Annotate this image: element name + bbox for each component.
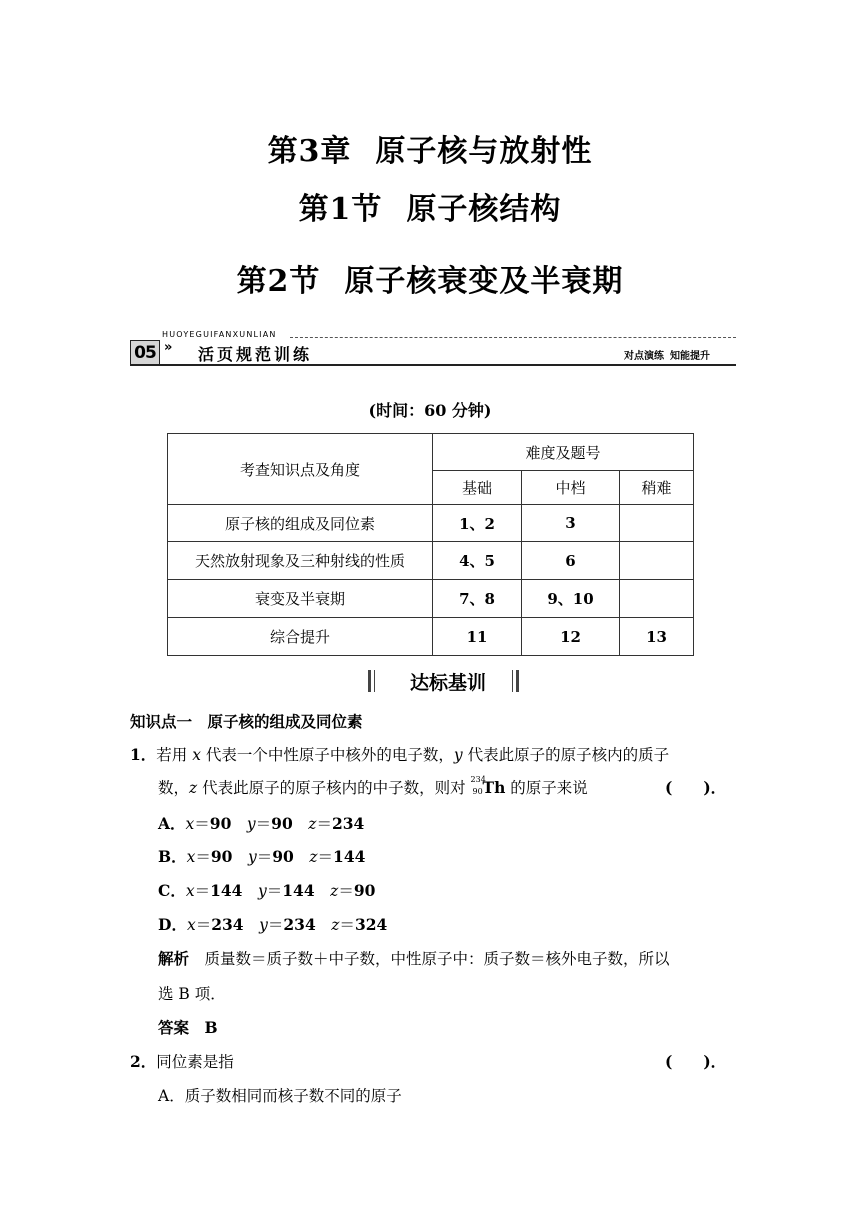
q1-analysis xyxy=(158,947,670,969)
q1-option-c: C．x＝144 y＝144 z＝90 xyxy=(158,881,376,900)
banner-badge: 05 xyxy=(130,340,160,366)
banner-rule xyxy=(130,364,736,366)
option-y: 90 xyxy=(271,814,293,833)
section-bar-left-thin xyxy=(374,670,375,692)
q1-analysis-cont: 选 B 项． xyxy=(158,985,226,1003)
table-cell-medium: 6 xyxy=(522,542,620,580)
knowledge-table xyxy=(167,433,694,656)
section2-name: 原子核衰变及半衰期 xyxy=(344,264,624,299)
banner-right-2: 知能提升 xyxy=(670,351,710,362)
table-cell-basic: 7、8 xyxy=(433,580,522,618)
table-header-basic: 基础 xyxy=(433,471,522,505)
option-y: 234 xyxy=(283,915,316,934)
var-x: x xyxy=(192,746,201,764)
q1-option-a: A．x＝90 y＝90 z＝234 xyxy=(158,814,365,833)
chevron-icon: » xyxy=(164,340,173,355)
table-cell-hard: 13 xyxy=(620,618,694,656)
table-cell-basic: 4、5 xyxy=(433,542,522,580)
q1-line2 xyxy=(158,776,588,798)
q1-text: 若用 xyxy=(156,746,193,764)
var-y: y xyxy=(453,746,463,764)
q2-number: 2． xyxy=(130,1052,157,1071)
option-x: 90 xyxy=(209,814,232,833)
table-cell-hard xyxy=(620,580,694,618)
option-label: B． xyxy=(158,847,187,866)
q1-text: 代表一个中性原子中核外的电子数， xyxy=(200,746,454,764)
table-cell-topic: 原子核的组成及同位素 xyxy=(168,505,433,542)
q1-answer xyxy=(158,1016,218,1038)
option-label: C． xyxy=(158,881,186,900)
q1-text: 的原子来说 xyxy=(505,779,588,797)
q2-answer-bracket: ( )． xyxy=(665,1052,727,1071)
section-bar-right-thin xyxy=(512,670,513,692)
analysis-label: 解析 xyxy=(158,949,190,968)
q1-option-b: B．x＝90 y＝90 z＝144 xyxy=(158,847,366,866)
q1-text: 代表此原子的原子核内的中子数，则对 xyxy=(197,779,471,797)
table-cell-basic: 1、2 xyxy=(433,505,522,542)
option-z: 234 xyxy=(331,814,365,833)
table-header-topic: 考查知识点及角度 xyxy=(168,434,433,505)
banner-right-text xyxy=(618,347,710,362)
table-cell-topic: 综合提升 xyxy=(168,618,433,656)
table-header-difficulty: 难度及题号 xyxy=(433,434,694,471)
table-cell-topic: 天然放射现象及三种射线的性质 xyxy=(168,542,433,580)
option-z: 324 xyxy=(354,915,388,934)
banner-pinyin: HUOYEGUIFANXUNLIAN xyxy=(162,330,277,339)
section1-prefix: 第1节 xyxy=(298,192,383,227)
table-cell-medium: 9、10 xyxy=(522,580,620,618)
table-row xyxy=(168,542,694,580)
option-label: A． xyxy=(158,814,186,833)
table-row xyxy=(168,580,694,618)
banner-label: 活页规范训练 xyxy=(198,345,313,364)
table-cell-basic: 11 xyxy=(433,618,522,656)
table-row xyxy=(168,505,694,542)
nuclide-element: Th xyxy=(482,778,506,797)
q2-text: 同位素是指 xyxy=(156,1053,234,1071)
time-note: (时间：60 分钟) xyxy=(368,401,492,420)
section1-name: 原子核结构 xyxy=(406,192,562,227)
q1-text: 数， xyxy=(158,779,190,797)
option-label: D． xyxy=(158,915,187,934)
table-cell-medium: 3 xyxy=(522,505,620,542)
chapter-prefix: 第3章 xyxy=(267,134,352,169)
option-z: 90 xyxy=(353,881,376,900)
section-bar-right xyxy=(516,670,519,692)
table-cell-hard xyxy=(620,542,694,580)
section-bar-left xyxy=(368,670,371,692)
option-y: 144 xyxy=(282,881,315,900)
option-x: 234 xyxy=(211,915,244,934)
table-cell-hard xyxy=(620,505,694,542)
table-header-row xyxy=(168,434,694,471)
table-cell-medium: 12 xyxy=(522,618,620,656)
banner-right-1: 对点演练 xyxy=(624,351,664,362)
q1-text: 代表此原子的原子核内的质子 xyxy=(462,746,670,764)
table-header-medium: 中档 xyxy=(522,471,620,505)
section1-title xyxy=(0,184,860,228)
nuclide-mass: 234 xyxy=(470,775,486,784)
table-header-hard: 稍难 xyxy=(620,471,694,505)
option-x: 144 xyxy=(210,881,243,900)
knowledge-point-heading: 知识点一 原子核的组成及同位素 xyxy=(130,712,363,731)
option-z: 144 xyxy=(333,847,366,866)
q2-stem xyxy=(130,1050,234,1072)
chapter-title xyxy=(0,126,860,170)
section-heading: 达标基训 xyxy=(409,672,486,694)
var-z: z xyxy=(189,779,198,797)
section2-title xyxy=(0,256,860,300)
table-cell-topic: 衰变及半衰期 xyxy=(168,580,433,618)
q1-line1 xyxy=(130,743,669,765)
nuclide-symbol xyxy=(470,775,506,797)
q2-option-a: A．质子数相同而核子数不同的原子 xyxy=(158,1087,402,1105)
answer-label: 答案 xyxy=(158,1018,190,1037)
option-x: 90 xyxy=(210,847,233,866)
q1-number: 1． xyxy=(130,745,157,764)
section2-prefix: 第2节 xyxy=(236,264,321,299)
q1-answer-bracket: ( )． xyxy=(665,778,727,797)
table-row xyxy=(168,618,694,656)
analysis-text: 质量数＝质子数＋中子数，中性原子中：质子数＝核外电子数，所以 xyxy=(204,950,670,968)
nuclide-charge: 90 xyxy=(472,787,483,796)
chapter-name: 原子核与放射性 xyxy=(375,134,593,169)
q1-option-d: D．x＝234 y＝234 z＝324 xyxy=(158,915,388,934)
banner-dashed-rule xyxy=(290,337,736,338)
option-y: 90 xyxy=(272,847,294,866)
answer-value: B xyxy=(204,1018,218,1037)
